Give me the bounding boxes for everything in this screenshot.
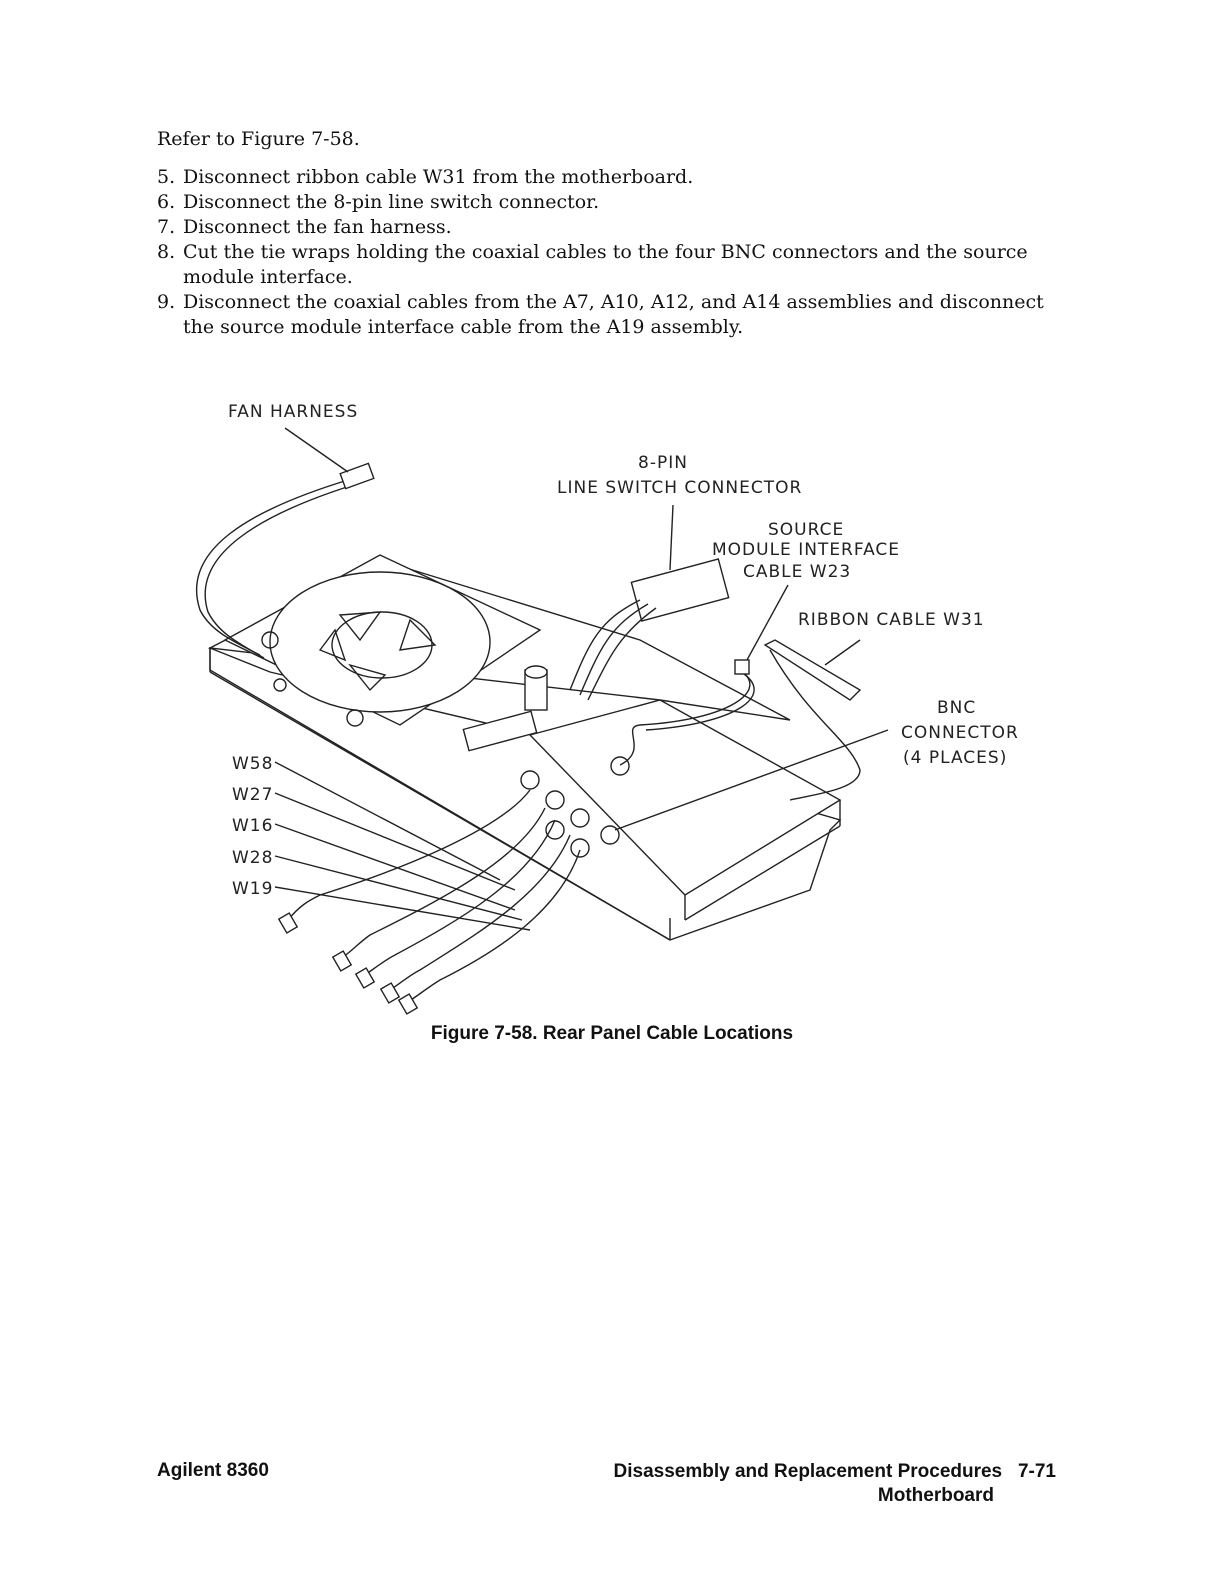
switch-knob bbox=[525, 666, 547, 678]
coax-plug bbox=[279, 913, 297, 933]
label-w28: W28 bbox=[232, 848, 274, 868]
label-w16: W16 bbox=[232, 816, 274, 836]
fan-harness-plug bbox=[340, 463, 374, 488]
footer-right bbox=[614, 1460, 1056, 1508]
rear-panel-diagram bbox=[170, 390, 1050, 1020]
leader-w28 bbox=[275, 856, 522, 920]
label-w58: W58 bbox=[232, 754, 274, 774]
step-text: Disconnect the fan harness. bbox=[183, 216, 452, 238]
leader-ribbon bbox=[825, 640, 860, 665]
step-text: Disconnect ribbon cable W31 from the motherboard. bbox=[183, 166, 694, 188]
label-w19: W19 bbox=[232, 879, 274, 899]
source-interface-plug bbox=[735, 660, 749, 674]
label-cable-w23: CABLE W23 bbox=[743, 562, 852, 582]
step-item bbox=[157, 190, 1057, 215]
step-text: Cut the tie wraps holding the coaxial cables to the four BNC connectors and the source module interface. bbox=[183, 241, 1028, 288]
ribbon-cable bbox=[765, 640, 860, 700]
intro-text: Refer to Figure 7-58. bbox=[157, 128, 360, 150]
footer-chapter-title: Disassembly and Replacement Procedures bbox=[613, 1461, 1003, 1482]
leader-line-switch bbox=[670, 505, 673, 570]
label-module-interface: MODULE INTERFACE bbox=[712, 540, 901, 560]
step-number: 8. bbox=[157, 241, 176, 263]
label-places: (4 PLACES) bbox=[903, 748, 1008, 768]
leader-w19 bbox=[275, 887, 530, 930]
step-item bbox=[157, 215, 1057, 240]
step-number: 9. bbox=[157, 291, 176, 313]
footer-title-line bbox=[614, 1460, 1056, 1484]
label-line-switch: LINE SWITCH CONNECTOR bbox=[557, 478, 803, 498]
leader-fan-harness bbox=[285, 428, 348, 472]
step-item bbox=[157, 240, 1057, 290]
step-number: 5. bbox=[157, 166, 176, 188]
figure-caption: Figure 7-58. Rear Panel Cable Locations bbox=[430, 1023, 794, 1044]
footer-page-number: 7-71 bbox=[1017, 1461, 1056, 1482]
step-item bbox=[157, 290, 1057, 340]
label-8pin: 8-PIN bbox=[638, 453, 688, 473]
procedure-steps bbox=[157, 165, 1057, 340]
step-text: Disconnect the coaxial cables from the A7, A10, A12, and A14 assemblies and disconnect the source module interface cable from the A19 assembly. bbox=[183, 291, 1044, 338]
label-fan-harness: FAN HARNESS bbox=[228, 402, 359, 422]
label-bnc: BNC bbox=[937, 698, 977, 718]
footer-product: Agilent 8360 bbox=[157, 1460, 269, 1481]
step-text: Disconnect the 8-pin line switch connector. bbox=[183, 191, 600, 213]
label-ribbon: RIBBON CABLE W31 bbox=[798, 610, 985, 630]
step-number: 7. bbox=[157, 216, 176, 238]
step-item bbox=[157, 165, 1057, 190]
label-w27: W27 bbox=[232, 785, 274, 805]
label-source: SOURCE bbox=[768, 520, 845, 540]
coax-plug bbox=[333, 951, 351, 971]
fan-housing bbox=[270, 572, 490, 712]
line-switch-connector bbox=[631, 559, 728, 621]
footer-section: Motherboard bbox=[877, 1485, 994, 1506]
step-number: 6. bbox=[157, 191, 176, 213]
label-connector: CONNECTOR bbox=[901, 723, 1019, 743]
leader-w16 bbox=[275, 824, 515, 910]
